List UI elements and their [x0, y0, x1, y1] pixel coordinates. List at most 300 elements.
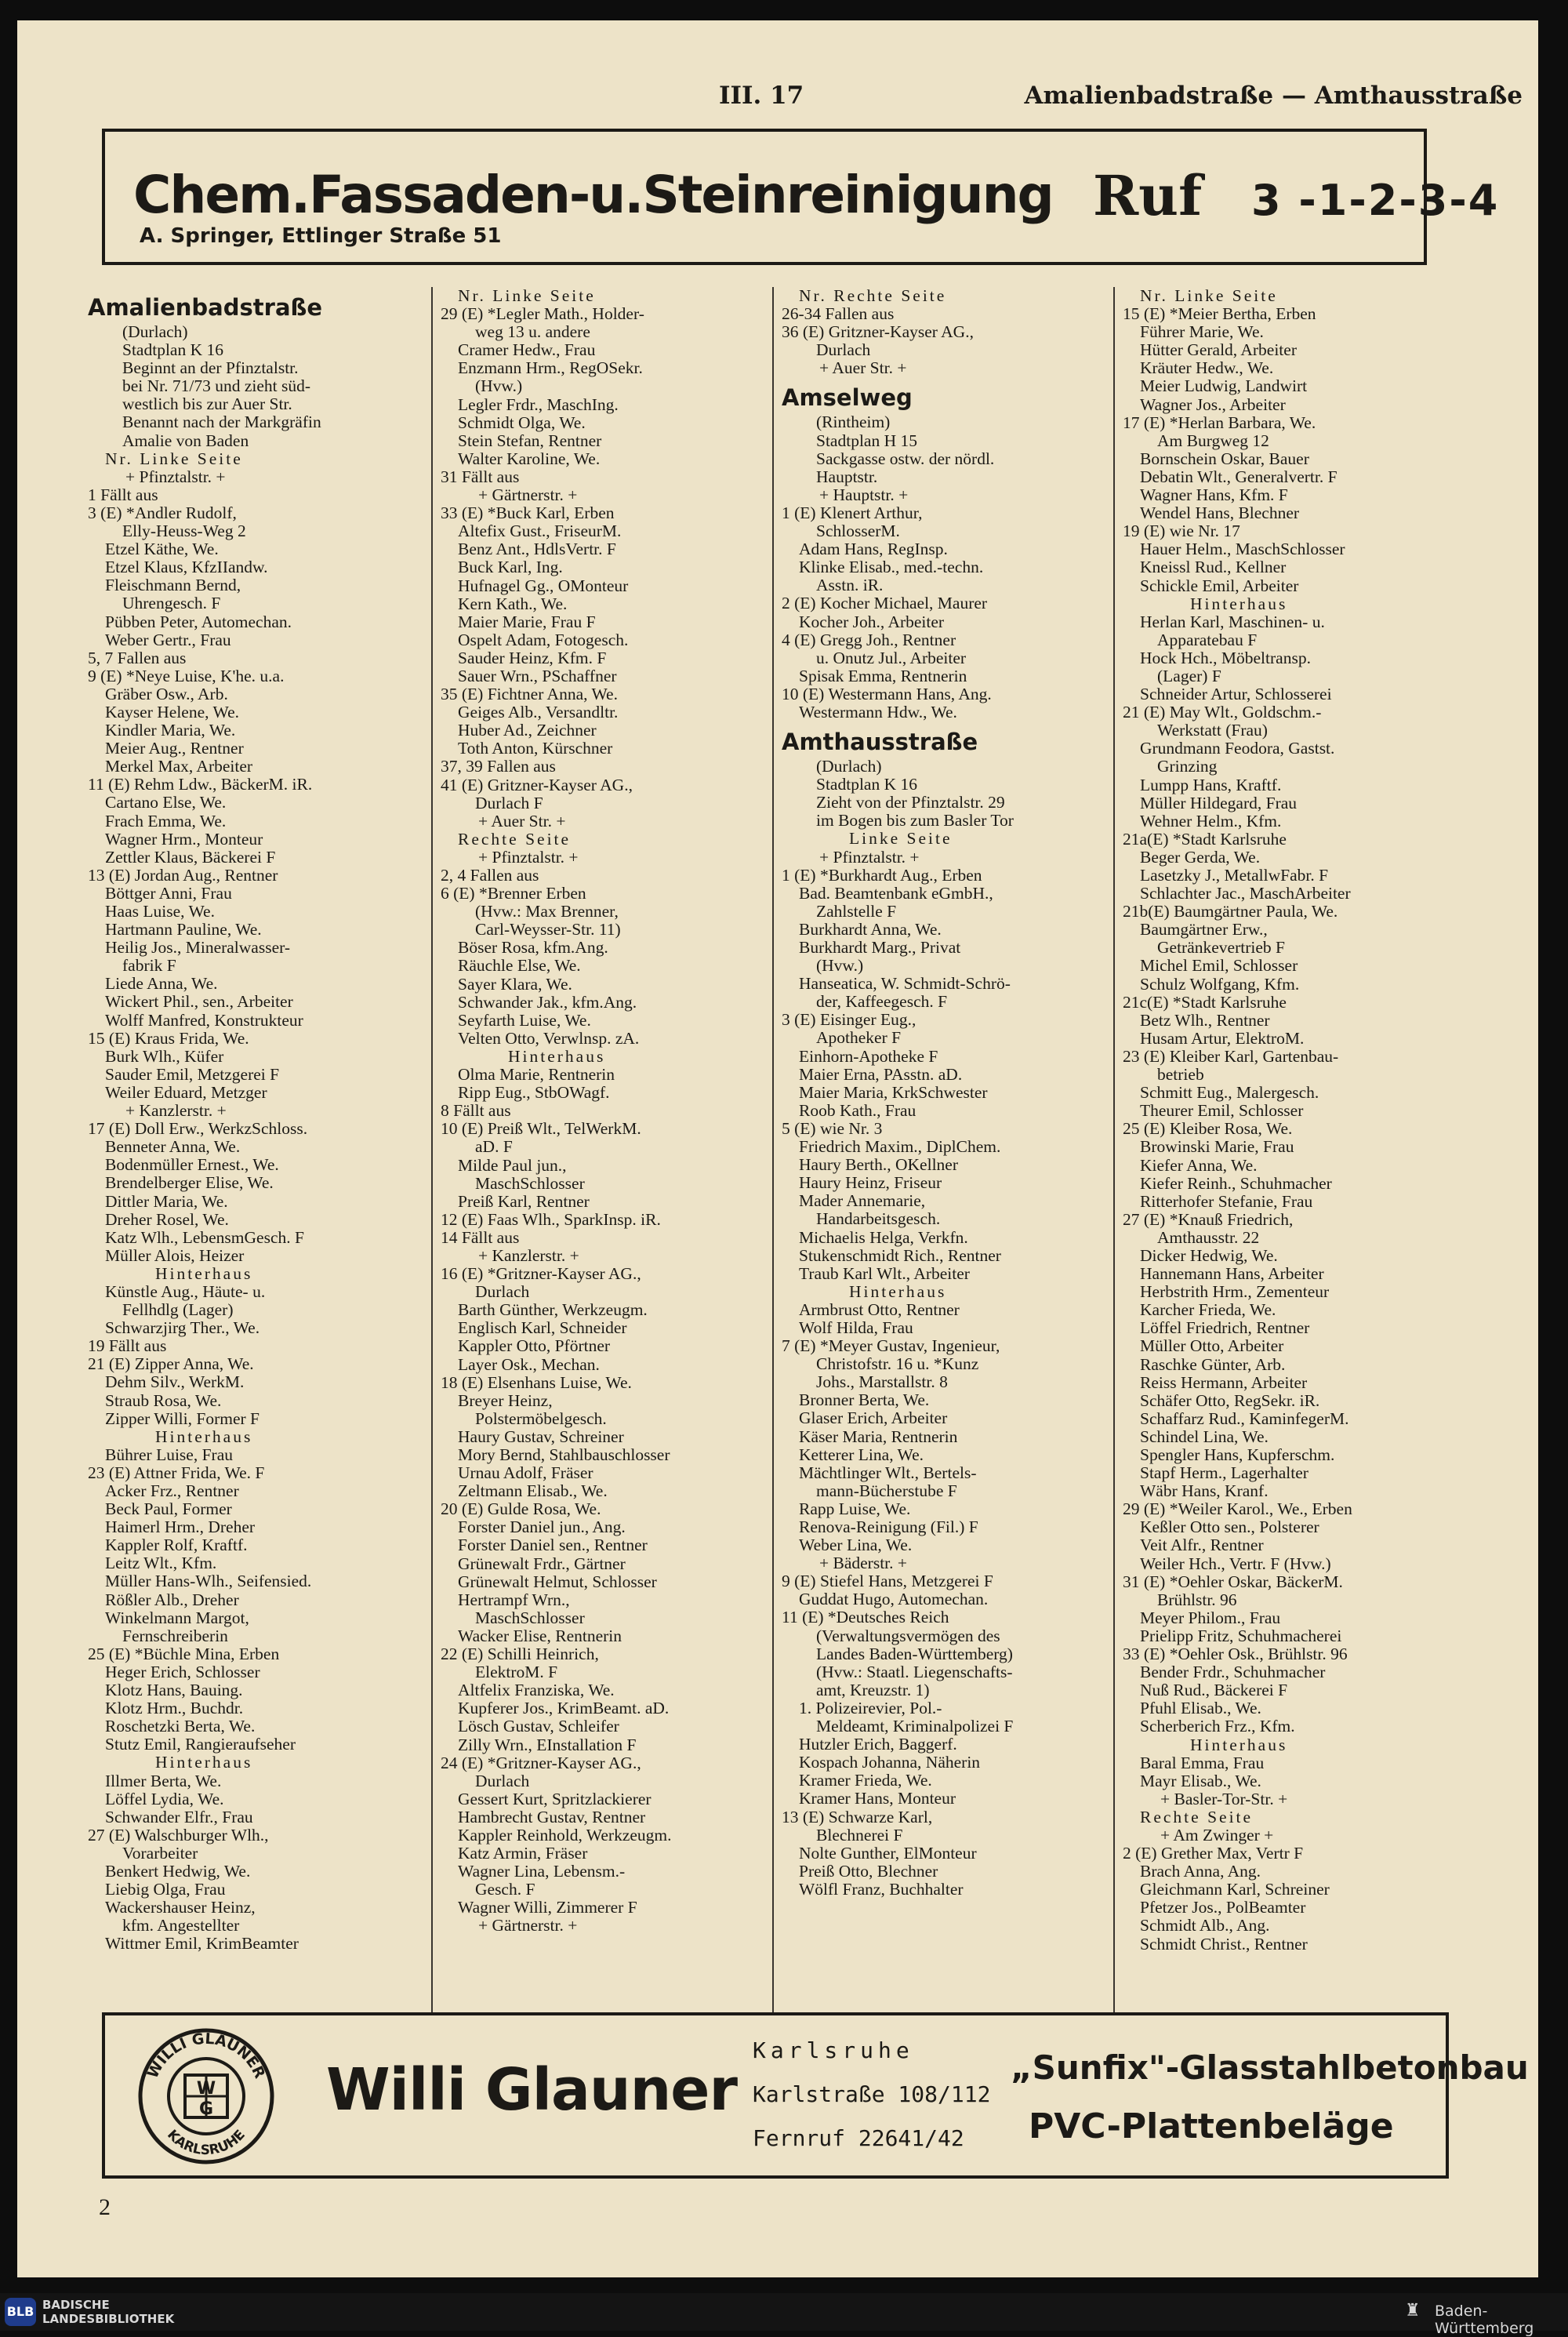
resident-entry: Cramer Hedw., Frau	[458, 341, 596, 360]
advertisement-willi-glauner	[102, 2012, 1529, 2179]
resident-entry: Hartmann Pauline, We.	[105, 921, 262, 940]
hinterhaus-label: Hinterhaus	[508, 1047, 606, 1066]
resident-entry: Weiler Eduard, Metzger	[105, 1083, 267, 1102]
continuation-line: Fernschreiberin	[122, 1626, 228, 1645]
resident-entry: Böser Rosa, kfm.Ang.	[458, 939, 608, 958]
library-line-1: BADISCHE	[42, 2298, 110, 2312]
continuation-line: Vorarbeiter	[122, 1844, 198, 1863]
resident-entry: Stutz Emil, Rangieraufseher	[105, 1735, 296, 1754]
resident-entry: Liede Anna, We.	[105, 975, 218, 994]
resident-entry: Weber Gertr., Frau	[105, 631, 231, 649]
hinterhaus-label: Linke Seite	[849, 830, 953, 849]
resident-entry: Käser Maria, Rentnerin	[799, 1427, 958, 1446]
continuation-line: (Lager) F	[1157, 667, 1221, 685]
resident-entry: Benz Ant., HdlsVertr. F	[458, 540, 616, 559]
resident-entry: Schmidt Olga, We.	[458, 413, 586, 432]
resident-entry: Adam Hans, RegInsp.	[799, 540, 948, 559]
resident-entry: Roschetzki Berta, We.	[105, 1717, 256, 1736]
resident-entry: Merkel Max, Arbeiter	[105, 758, 253, 776]
resident-entry: Kern Kath., We.	[458, 594, 568, 613]
house-entry: 31 (E) *Oehler Oskar, BäckerM.	[1123, 1572, 1343, 1591]
cross-street: + Auer Str. +	[478, 812, 566, 830]
resident-entry: Führer Marie, We.	[1140, 323, 1264, 342]
resident-entry: Glaser Erich, Arbeiter	[799, 1409, 948, 1428]
house-entry: 9 (E) *Neye Luise, K'he. u.a.	[88, 667, 285, 685]
resident-entry: Benkert Hedwig, We.	[105, 1862, 251, 1881]
resident-entry: Burk Wlh., Küfer	[105, 1047, 224, 1066]
library-line-2: LANDESBIBLIOTHEK	[42, 2312, 175, 2326]
resident-entry: Hanseatica, W. Schmidt-Schrö-	[799, 975, 1011, 994]
resident-entry: Husam Artur, ElektroM.	[1140, 1029, 1305, 1048]
continuation-line: Asstn. iR.	[816, 576, 884, 595]
viewer-footer	[0, 2293, 1568, 2337]
resident-entry: Wäbr Hans, Kranf.	[1140, 1482, 1269, 1501]
continuation-line: (Durlach)	[122, 323, 188, 341]
resident-entry: Stein Stefan, Rentner	[458, 431, 602, 450]
resident-entry: Weber Lina, We.	[799, 1536, 913, 1555]
resident-entry: Ripp Eug., StbOWagf.	[458, 1084, 610, 1103]
resident-entry: Dehm Silv., WerkM.	[105, 1373, 245, 1392]
resident-entry: Kappler Reinhold, Werkzeugm.	[458, 1826, 672, 1845]
resident-entry: Müller Hildegard, Frau	[1140, 794, 1298, 812]
resident-entry: Dittler Maria, We.	[105, 1192, 228, 1211]
svg-text:WILLI GLAUNER: WILLI GLAUNER	[143, 2030, 269, 2081]
resident-entry: Westermann Hdw., We.	[799, 703, 957, 721]
resident-entry: Forster Daniel jun., Ang.	[458, 1518, 626, 1537]
resident-entry: Kräuter Hedw., We.	[1140, 359, 1274, 378]
resident-entry: Hannemann Hans, Arbeiter	[1140, 1265, 1324, 1284]
ad-address: A. Springer, Ettlinger Straße 51	[140, 224, 502, 248]
resident-entry: Künstle Aug., Häute- u.	[105, 1282, 266, 1301]
cross-street: + Auer Str. +	[819, 359, 907, 378]
resident-entry: Veit Alfr., Rentner	[1140, 1536, 1264, 1555]
house-entry: 11 (E) *Deutsches Reich	[782, 1608, 949, 1627]
directory-column-2	[441, 287, 778, 2012]
resident-entry: Böttger Anni, Frau	[105, 884, 232, 903]
resident-entry: Pfuhl Elisab., We.	[1140, 1699, 1261, 1718]
resident-entry: Browinski Marie, Frau	[1140, 1138, 1294, 1157]
continuation-line: fabrik F	[122, 957, 176, 976]
continuation-line: Durlach	[816, 341, 871, 360]
ad-phone-number: Fernruf 22641/42	[753, 2125, 964, 2151]
continuation-line: Gesch. F	[475, 1881, 535, 1899]
continuation-line: Johs., Marstallstr. 8	[816, 1373, 948, 1392]
resident-entry: Theurer Emil, Schlosser	[1140, 1102, 1304, 1121]
resident-entry: Reiss Hermann, Arbeiter	[1140, 1373, 1308, 1392]
continuation-line: Benannt nach der Markgräfin	[122, 413, 321, 432]
continuation-line: Durlach F	[475, 794, 543, 812]
section-number: III. 17	[719, 82, 804, 110]
house-entry: 29 (E) *Weiler Karol., We., Erben	[1123, 1500, 1352, 1519]
resident-entry: Rößler Alb., Dreher	[105, 1590, 239, 1609]
continuation-line: Amalie von Baden	[122, 431, 249, 450]
advertisement-steinreinigung	[102, 129, 1500, 265]
resident-entry: Bodenmüller Ernest., We.	[105, 1156, 279, 1175]
continuation-line: westlich bis zur Auer Str.	[122, 395, 292, 414]
house-entry: 5 (E) wie Nr. 3	[782, 1119, 883, 1138]
resident-entry: Scherberich Frz., Kfm.	[1140, 1717, 1295, 1736]
continuation-line: Werkstatt (Frau)	[1157, 721, 1268, 740]
resident-entry: Einhorn-Apotheke F	[799, 1047, 938, 1066]
cross-street: + Pfinztalstr. +	[819, 848, 920, 867]
house-entry: 27 (E) *Knauß Friedrich,	[1123, 1210, 1294, 1229]
resident-entry: Wölfl Franz, Buchhalter	[799, 1880, 964, 1899]
ad-company-name: Willi Glauner	[326, 2056, 737, 2124]
resident-entry: Illmer Berta, We.	[105, 1772, 222, 1790]
house-entry: 10 (E) Preiß Wlt., TelWerkM.	[441, 1120, 641, 1139]
house-entry: 12 (E) Faas Wlh., SparkInsp. iR.	[441, 1210, 661, 1229]
blb-logo-icon[interactable]: BLB	[5, 2298, 36, 2326]
hinterhaus-label: Hinterhaus	[1190, 1735, 1288, 1754]
resident-entry: Kayser Helene, We.	[105, 703, 239, 721]
resident-entry: Huber Ad., Zeichner	[458, 721, 597, 740]
resident-entry: Löffel Friedrich, Rentner	[1140, 1319, 1310, 1338]
continuation-line: Carl-Weysser-Str. 11)	[475, 921, 621, 940]
house-entry: 21 (E) May Wlt., Goldschm.-	[1123, 703, 1322, 722]
resident-entry: Kramer Frieda, We.	[799, 1772, 932, 1790]
resident-entry: Mory Bernd, Stahlbauschlosser	[458, 1446, 670, 1464]
resident-entry: Bad. Beamtenbank eGmbH.,	[799, 884, 993, 903]
resident-entry: Seyfarth Luise, We.	[458, 1011, 591, 1030]
resident-entry: Armbrust Otto, Rentner	[799, 1300, 960, 1319]
resident-entry: Katz Wlh., LebensmGesch. F	[105, 1228, 304, 1247]
house-entry: 21b(E) Baumgärtner Paula, We.	[1123, 903, 1338, 921]
column-rule	[1113, 287, 1115, 2012]
resident-entry: Wolf Hilda, Frau	[799, 1318, 913, 1337]
ad-street: Karlstraße 108/112	[753, 2081, 991, 2107]
resident-entry: Stukenschmidt Rich., Rentner	[799, 1246, 1001, 1265]
resident-entry: Räuchle Else, We.	[458, 957, 581, 976]
house-entry: 19 Fällt aus	[88, 1337, 167, 1356]
resident-entry: Bronner Berta, We.	[799, 1391, 930, 1410]
resident-entry: Roob Kath., Frau	[799, 1101, 916, 1120]
house-entry: 27 (E) Walschburger Wlh.,	[88, 1826, 269, 1845]
house-entry: 3 (E) Eisinger Eug.,	[782, 1011, 916, 1030]
resident-entry: Sauer Wrn., PSchaffner	[458, 667, 617, 685]
resident-entry: Maier Erna, PAsstn. aD.	[799, 1065, 963, 1084]
running-header	[17, 82, 1538, 119]
state-label[interactable]: Baden-Württemberg	[1435, 2302, 1534, 2337]
resident-entry: Milde Paul jun.,	[458, 1156, 567, 1175]
resident-entry: Gessert Kurt, Spritzlackierer	[458, 1790, 652, 1808]
resident-entry: Dicker Hedwig, We.	[1140, 1246, 1278, 1265]
house-entry: 5, 7 Fallen aus	[88, 649, 187, 667]
street-heading: Amalienbadstraße	[88, 294, 323, 321]
directory-column-1	[88, 287, 425, 2012]
library-name	[42, 2298, 174, 2326]
cross-street: + Pfinztalstr. +	[478, 848, 579, 867]
continuation-line: (Durlach)	[816, 758, 882, 776]
resident-entry: Schulz Wolfgang, Kfm.	[1140, 975, 1300, 994]
continuation-line: ElektroM. F	[475, 1663, 558, 1682]
page-number: 2	[99, 2194, 111, 2220]
cross-street: + Kanzlerstr. +	[125, 1102, 227, 1121]
house-entry: 18 (E) Elsenhans Luise, We.	[441, 1373, 632, 1392]
state-crest-icon: ♜	[1405, 2301, 1421, 2321]
resident-entry: Maier Marie, Frau F	[458, 612, 596, 631]
house-entry: 41 (E) Gritzner-Kayser AG.,	[441, 776, 633, 794]
continuation-line: kfm. Angestellter	[122, 1917, 240, 1935]
resident-entry: Heilig Jos., Mineralwasser-	[105, 939, 291, 958]
directory-column-4	[1123, 287, 1460, 2012]
resident-entry: Hock Hch., Möbeltransp.	[1140, 649, 1311, 667]
continuation-line: MaschSchlosser	[475, 1608, 585, 1627]
resident-entry: Buck Karl, Ing.	[458, 558, 563, 577]
resident-entry: Bender Frdr., Schuhmacher	[1140, 1663, 1326, 1682]
house-entry: 3 (E) *Andler Rudolf,	[88, 503, 237, 522]
resident-entry: Traub Karl Wlt., Arbeiter	[799, 1264, 970, 1283]
ad-phone: 3 -1-2-3-4	[1251, 176, 1500, 225]
house-entry: 26-34 Fallen aus	[782, 305, 895, 324]
resident-entry: Hutzler Erich, Baggerf.	[799, 1735, 957, 1754]
house-entry: 31 Fällt aus	[441, 467, 520, 486]
resident-entry: Kupferer Jos., KrimBeamt. aD.	[458, 1699, 670, 1718]
resident-entry: 1. Polizeirevier, Pol.-	[799, 1699, 942, 1717]
resident-entry: Leitz Wlt., Kfm.	[105, 1554, 217, 1573]
house-entry: 21 (E) Zipper Anna, We.	[88, 1355, 254, 1374]
directory-page	[17, 20, 1538, 2277]
resident-entry: Spisak Emma, Rentnerin	[799, 667, 967, 685]
continuation-line: Apparatebau F	[1157, 631, 1258, 649]
continuation-line: Durlach	[475, 1772, 530, 1790]
resident-entry: Brendelberger Elise, We.	[105, 1174, 274, 1193]
continuation-line: MaschSchlosser	[475, 1174, 585, 1193]
resident-entry: Spengler Hans, Kupferschm.	[1140, 1446, 1335, 1464]
resident-entry: Schmidt Christ., Rentner	[1140, 1935, 1308, 1954]
resident-entry: Schlachter Jac., MaschArbeiter	[1140, 885, 1351, 903]
ad-product-sunfix: „Sunfix"-Glasstahlbetonbau	[1011, 2048, 1529, 2087]
continuation-line: Amthausstr. 22	[1157, 1228, 1260, 1247]
continuation-line: Christofstr. 16 u. *Kunz	[816, 1355, 979, 1374]
continuation-line: Sackgasse ostw. der nördl.	[816, 449, 995, 468]
house-entry: 29 (E) *Legler Math., Holder-	[441, 305, 644, 324]
resident-entry: Renova-Reinigung (Fil.) F	[799, 1518, 978, 1536]
continuation-line: Am Burgweg 12	[1157, 431, 1269, 450]
continuation-line: (Rintheim)	[816, 413, 891, 432]
resident-entry: Zilly Wrn., EInstallation F	[458, 1735, 637, 1754]
house-entry: 25 (E) Kleiber Rosa, We.	[1123, 1120, 1293, 1139]
resident-entry: Müller Hans-Wlh., Seifensied.	[105, 1572, 312, 1591]
hinterhaus-label: Hinterhaus	[155, 1754, 253, 1772]
house-entry: 2, 4 Fallen aus	[441, 867, 539, 885]
continuation-line: Meldeamt, Kriminalpolizei F	[816, 1717, 1014, 1736]
resident-entry: Hütter Gerald, Arbeiter	[1140, 341, 1297, 360]
house-entry: 1 (E) *Burkhardt Aug., Erben	[782, 866, 982, 885]
continuation-line: (Hvw.)	[816, 957, 864, 976]
column-rule	[772, 287, 774, 2012]
ad-headline: Chem.Fassaden-u.Steinreinigung	[133, 165, 1053, 225]
resident-entry: Gräber Osw., Arb.	[105, 685, 228, 703]
house-entry: 22 (E) Schilli Heinrich,	[441, 1645, 599, 1664]
resident-entry: Acker Frz., Rentner	[105, 1482, 239, 1500]
resident-entry: Schickle Emil, Arbeiter	[1140, 576, 1299, 595]
resident-entry: Ospelt Adam, Fotogesch.	[458, 631, 629, 649]
resident-entry: Rapp Luise, We.	[799, 1499, 911, 1518]
continuation-line: weg 13 u. andere	[475, 323, 590, 342]
street-heading: Amthausstraße	[782, 729, 978, 756]
resident-entry: Betz Wlh., Rentner	[1140, 1011, 1270, 1030]
resident-entry: Debatin Wlt., Generalvertr. F	[1140, 467, 1338, 486]
resident-entry: Nolte Gunther, ElMonteur	[799, 1844, 977, 1863]
resident-entry: Grünewalt Frdr., Gärtner	[458, 1554, 626, 1573]
resident-entry: Legler Frdr., MaschIng.	[458, 395, 619, 414]
continuation-line: Brühlstr. 96	[1157, 1590, 1237, 1609]
cross-street: + Pfinztalstr. +	[125, 467, 226, 486]
resident-entry: Hertrampf Wrn.,	[458, 1590, 570, 1609]
house-entry: 17 (E) *Herlan Barbara, We.	[1123, 413, 1316, 432]
resident-entry: Forster Daniel sen., Rentner	[458, 1536, 648, 1555]
resident-entry: Zettler Klaus, Bäckerei F	[105, 848, 276, 867]
resident-entry: Hauer Helm., MaschSchlosser	[1140, 540, 1345, 559]
cross-street: + Bäderstr. +	[819, 1554, 908, 1573]
continuation-line: der, Kaffeegesch. F	[816, 993, 948, 1012]
resident-entry: Barth Günther, Werkzeugm.	[458, 1301, 648, 1320]
house-entry: 15 (E) *Meier Bertha, Erben	[1123, 305, 1316, 324]
resident-entry: Friedrich Maxim., DiplChem.	[799, 1138, 1001, 1157]
resident-entry: Kocher Joh., Arbeiter	[799, 612, 945, 631]
resident-entry: Ritterhofer Stefanie, Frau	[1140, 1192, 1313, 1211]
resident-entry: Ketterer Lina, We.	[799, 1445, 924, 1464]
resident-entry: Raschke Günter, Arb.	[1140, 1355, 1286, 1374]
continuation-line: amt, Kreuzstr. 1)	[816, 1681, 930, 1699]
resident-entry: Gleichmann Karl, Schreiner	[1140, 1881, 1330, 1899]
continuation-line: SchlosserM.	[816, 522, 900, 541]
resident-entry: Enzmann Hrm., RegOSekr.	[458, 359, 643, 378]
resident-entry: Schmitt Eug., Malergesch.	[1140, 1084, 1319, 1103]
resident-entry: Haas Luise, We.	[105, 903, 215, 921]
resident-entry: Klotz Hans, Bauing.	[105, 1681, 243, 1700]
continuation-line: Blechnerei F	[816, 1826, 903, 1845]
house-entry: 25 (E) *Büchle Mina, Erben	[88, 1645, 280, 1663]
resident-entry: Kappler Otto, Pförtner	[458, 1337, 611, 1356]
continuation-line: Getränkevertrieb F	[1157, 939, 1285, 958]
side-heading: Nr. Linke Seite	[105, 449, 243, 468]
resident-entry: Michaelis Helga, Verkfn.	[799, 1228, 968, 1247]
resident-entry: Bornschein Oskar, Bauer	[1140, 449, 1309, 468]
resident-entry: Hufnagel Gg., OMonteur	[458, 576, 629, 595]
continuation-line: Stadtplan K 16	[816, 776, 917, 794]
house-entry: 7 (E) *Meyer Gustav, Ingenieur,	[782, 1337, 1000, 1356]
resident-entry: Schindel Lina, We.	[1140, 1427, 1269, 1446]
resident-entry: Etzel Klaus, KfzIIandw.	[105, 558, 268, 577]
resident-entry: Wolff Manfred, Konstrukteur	[105, 1011, 303, 1030]
continuation-line: Durlach	[475, 1283, 530, 1302]
resident-entry: Kramer Hans, Monteur	[799, 1790, 956, 1808]
cross-street: + Gärtnerstr. +	[478, 486, 578, 505]
resident-entry: Kneissl Rud., Kellner	[1140, 558, 1287, 577]
cross-street: + Gärtnerstr. +	[478, 1917, 578, 1935]
resident-entry: Meier Ludwig, Landwirt	[1140, 377, 1308, 396]
resident-entry: Layer Osk., Mechan.	[458, 1355, 600, 1374]
resident-entry: Wackershauser Heinz,	[105, 1899, 256, 1917]
resident-entry: Weiler Hch., Vertr. F (Hvw.)	[1140, 1554, 1331, 1573]
resident-entry: Velten Otto, Verwlnsp. zA.	[458, 1029, 640, 1048]
continuation-line: Stadtplan H 15	[816, 431, 917, 450]
house-entry: 24 (E) *Gritzner-Kayser AG.,	[441, 1754, 641, 1772]
continuation-line: Zahlstelle F	[816, 902, 897, 921]
resident-entry: Altefix Gust., FriseurM.	[458, 522, 622, 541]
resident-entry: Nuß Rud., Bäckerei F	[1140, 1681, 1288, 1700]
resident-entry: Schäfer Otto, RegSekr. iR.	[1140, 1391, 1320, 1410]
side-heading: Nr. Rechte Seite	[799, 287, 947, 305]
resident-entry: Mader Annemarie,	[799, 1192, 926, 1211]
continuation-line: Hauptstr.	[816, 467, 878, 486]
resident-entry: Grünewalt Helmut, Schlosser	[458, 1572, 657, 1591]
house-entry: 10 (E) Westermann Hans, Ang.	[782, 685, 992, 703]
house-entry: 16 (E) *Gritzner-Kayser AG.,	[441, 1265, 641, 1284]
resident-entry: Dreher Rosel, We.	[105, 1210, 229, 1229]
resident-entry: Karcher Frieda, We.	[1140, 1301, 1276, 1320]
continuation-line: im Bogen bis zum Basler Tor	[816, 812, 1014, 830]
resident-entry: Beger Gerda, We.	[1140, 848, 1261, 867]
resident-entry: Wacker Elise, Rentnerin	[458, 1626, 622, 1645]
column-rule	[431, 287, 433, 2012]
resident-entry: Frach Emma, We.	[105, 812, 227, 830]
resident-entry: Guddat Hugo, Automechan.	[799, 1590, 989, 1609]
continuation-line: (Verwaltungsvermögen des	[816, 1626, 1000, 1645]
svg-text:G: G	[198, 2099, 214, 2119]
resident-entry: Sauder Heinz, Kfm. F	[458, 649, 607, 667]
continuation-line: bei Nr. 71/73 und zieht süd-	[122, 377, 311, 396]
resident-entry: Meier Aug., Rentner	[105, 740, 244, 758]
resident-entry: Haury Heinz, Friseur	[799, 1174, 942, 1193]
resident-entry: Kospach Johanna, Näherin	[799, 1754, 981, 1772]
hinterhaus-label: Hinterhaus	[1190, 594, 1288, 613]
resident-entry: Zeltmann Elisab., We.	[458, 1482, 608, 1501]
resident-entry: Cartano Else, We.	[105, 794, 227, 812]
resident-entry: Wittmer Emil, KrimBeamter	[105, 1935, 299, 1954]
resident-entry: Kiefer Anna, We.	[1140, 1156, 1258, 1175]
resident-entry: Lasetzky J., MetallwFabr. F	[1140, 867, 1329, 885]
house-entry: 23 (E) Kleiber Karl, Gartenbau-	[1123, 1047, 1339, 1066]
continuation-line: Zieht von der Pfinztalstr. 29	[816, 794, 1005, 812]
resident-entry: Sauder Emil, Metzgerei F	[105, 1065, 280, 1084]
ad-city: Karlsruhe	[753, 2037, 914, 2063]
directory-column-3	[782, 287, 1119, 2012]
resident-entry: Müller Otto, Arbeiter	[1140, 1337, 1284, 1356]
resident-entry: Etzel Käthe, We.	[105, 540, 219, 559]
street-range: Amalienbadstraße — Amthausstraße	[1024, 82, 1523, 110]
continuation-line: (Hvw.)	[475, 377, 523, 396]
cross-street: + Basler-Tor-Str. +	[1160, 1790, 1288, 1808]
street-heading: Amselweg	[782, 384, 913, 412]
resident-entry: Toth Anton, Kürschner	[458, 740, 613, 758]
resident-entry: Katz Armin, Fräser	[458, 1845, 588, 1863]
resident-entry: Stapf Herm., Lagerhalter	[1140, 1464, 1308, 1483]
resident-entry: Michel Emil, Schlosser	[1140, 957, 1298, 976]
resident-entry: Meyer Philom., Frau	[1140, 1608, 1281, 1627]
continuation-line: (Hvw.: Staatl. Liegenschafts-	[816, 1663, 1013, 1681]
resident-entry: Müller Alois, Heizer	[105, 1246, 245, 1265]
continuation-line: Polstermöbelgesch.	[475, 1409, 607, 1428]
resident-entry: Fleischmann Bernd,	[105, 576, 241, 595]
hinterhaus-label: Hinterhaus	[155, 1264, 253, 1283]
continuation-line: Handarbeitsgesch.	[816, 1210, 941, 1229]
svg-text:KARLSRUHE: KARLSRUHE	[164, 2127, 249, 2159]
continuation-line: aD. F	[475, 1138, 513, 1157]
resident-entry: Wendel Hans, Blechner	[1140, 504, 1300, 523]
resident-entry: Altfelix Franziska, We.	[458, 1681, 615, 1700]
continuation-line: Stadtplan K 16	[122, 341, 223, 360]
house-entry: 2 (E) Kocher Michael, Maurer	[782, 594, 988, 613]
resident-entry: Pfetzer Jos., PolBeamter	[1140, 1899, 1306, 1917]
svg-text:W: W	[196, 2079, 216, 2099]
resident-entry: Straub Rosa, We.	[105, 1391, 222, 1410]
resident-entry: Klotz Hrm., Buchdr.	[105, 1699, 244, 1718]
resident-entry: Schmidt Alb., Ang.	[1140, 1917, 1270, 1935]
house-entry: 21c(E) *Stadt Karlsruhe	[1123, 993, 1287, 1012]
side-heading: Rechte Seite	[458, 830, 572, 849]
